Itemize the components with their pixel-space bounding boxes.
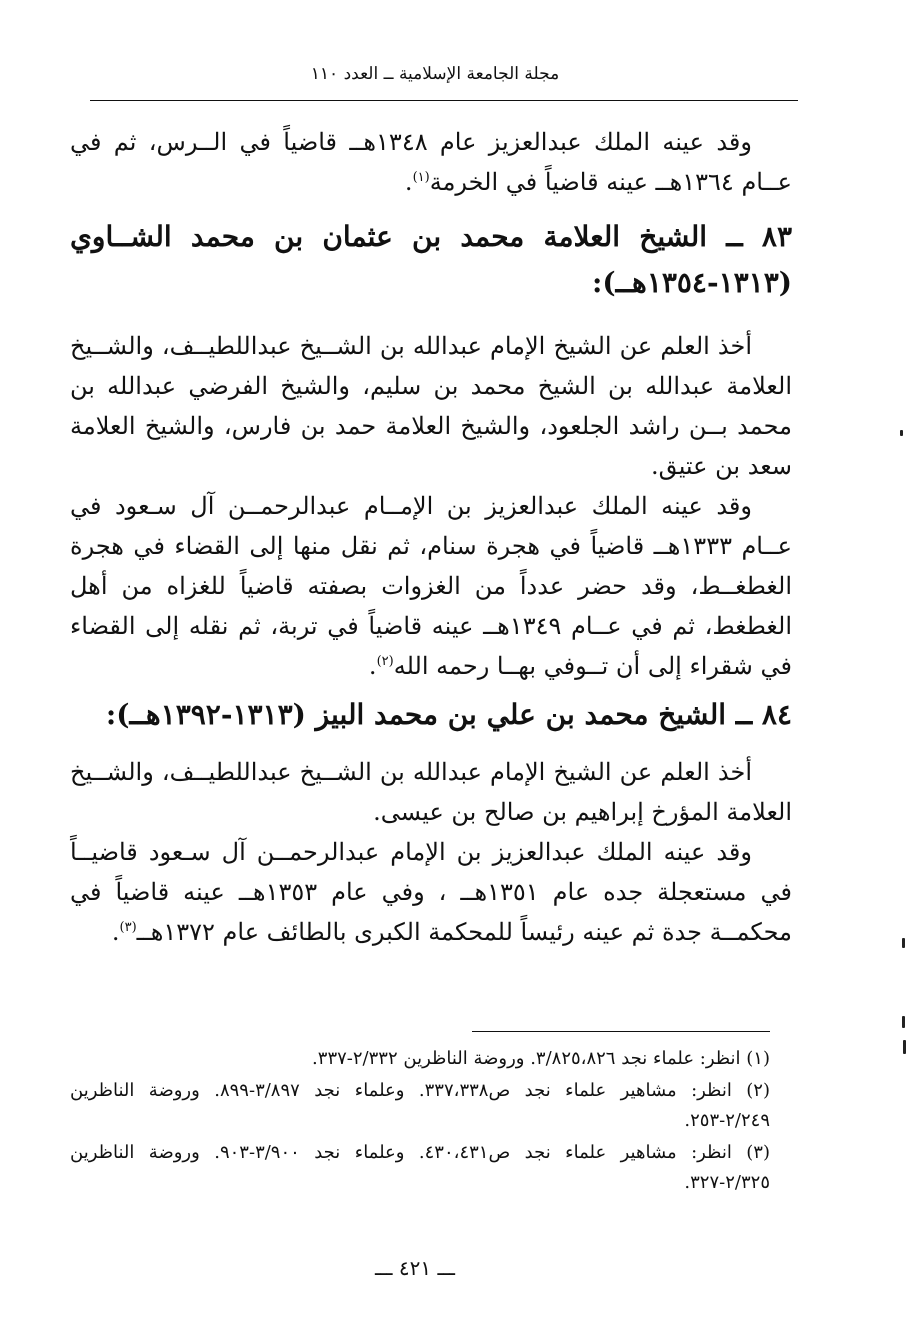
footnote-ref-3: (٣) [119, 920, 137, 935]
footnote-ref-1: (١) [412, 170, 430, 185]
biography-heading-83: ٨٣ ــ الشيخ العلامة محمد بن عثمان بن محمد الشــاوي (١٣١٣-١٣٥٤هــ): [70, 220, 792, 299]
footnote-3: (٣) انظر: مشاهير علماء نجد ص٤٣٠،٤٣١. وعلماء نجد ٣/٩٠٠-٩٠٣. وروضة الناظرين ٢/٣٢٥-٣٢٧. [70, 1142, 770, 1193]
page-number: ـــ ٤٢١ ـــ [374, 1256, 456, 1280]
footnote-1: (١) انظر: علماء نجد ٣/٨٢٥،٨٢٦. وروضة الناظرين ٢/٣٣٢-٣٣٧. [312, 1048, 770, 1069]
footnote-rule [472, 1031, 770, 1032]
paragraph-teachers-84: أخذ العلم عن الشيخ الإمام عبدالله بن الشــيخ عبداللطيــف، والشــيخ العلامة المؤرخ إبراهيم بن صالح بن عيسى. [70, 758, 792, 826]
scan-mark [902, 1016, 905, 1028]
footnotes [70, 1044, 770, 1200]
paragraph-appointment-alras: وقد عينه الملك عبدالعزيز عام ١٣٤٨هــ قاضياً في الــرس، ثم في عــام ١٣٦٤هــ عينه قاضياً في الخرمة$^{(١)}$. [70, 128, 792, 196]
paragraph-appointments-84: وقد عينه الملك عبدالعزيز بن الإمام عبدالرحمــن آل سـعود قاضيــاً في مستعجلة جده عام ١٣٥١هــ ، وفي عام ١٣٥٣هــ عينه قاضياً في محكمــة جدة ثم عينه رئيساً للمحكمة الكبرى بالطائف عام ١٣٧٢هــ$^{(٣)}$. [70, 838, 792, 946]
scan-mark [900, 430, 903, 436]
biography-heading-84: ٨٤ ــ الشيخ محمد بن علي بن محمد البيز (١٣١٣-١٣٩٢هــ): [105, 698, 792, 731]
body-text [70, 122, 792, 952]
scan-mark [902, 938, 905, 948]
footnote-ref-2: (٢) [376, 654, 394, 669]
running-head: مجلة الجامعة الإسلامية ــ العدد ١١٠ [310, 64, 560, 84]
paragraph-appointments-83: وقد عينه الملك عبدالعزيز بن الإمــام عبدالرحمــن آل سـعود في عــام ١٣٣٣هــ قاضياً في هجرة سنام، ثم نقل منها إلى القضاء في هجرة الغطغــط، وقد حضر عدداً من الغزوات بصفته قاضياً للغزاه من أهل الغطغط، ثم في عــام ١٣٤٩هــ عينه قاضياً في تربة، ثم نقله إلى القضاء في شقراء إلى أن تــوفي بهــا رحمه الله$^{(٢)}$. [70, 492, 792, 680]
footnote-2: (٢) انظر: مشاهير علماء نجد ص٣٣٧،٣٣٨. وعلماء نجد ٣/٨٩٧-٨٩٩. وروضة الناظرين ٢/٢٤٩-٢٥٣. [70, 1080, 770, 1131]
header-rule [90, 100, 798, 101]
paragraph-teachers-83: أخذ العلم عن الشيخ الإمام عبدالله بن الشــيخ عبداللطيــف، والشــيخ العلامة عبدالله بن الشيخ محمد بن سليم، والشيخ الفرضي عبدالله بن محمد بــن راشد الجلعود، والشيخ العلامة حمد بن فارس، والشيخ العلامة سعد بن عتيق. [70, 332, 792, 480]
